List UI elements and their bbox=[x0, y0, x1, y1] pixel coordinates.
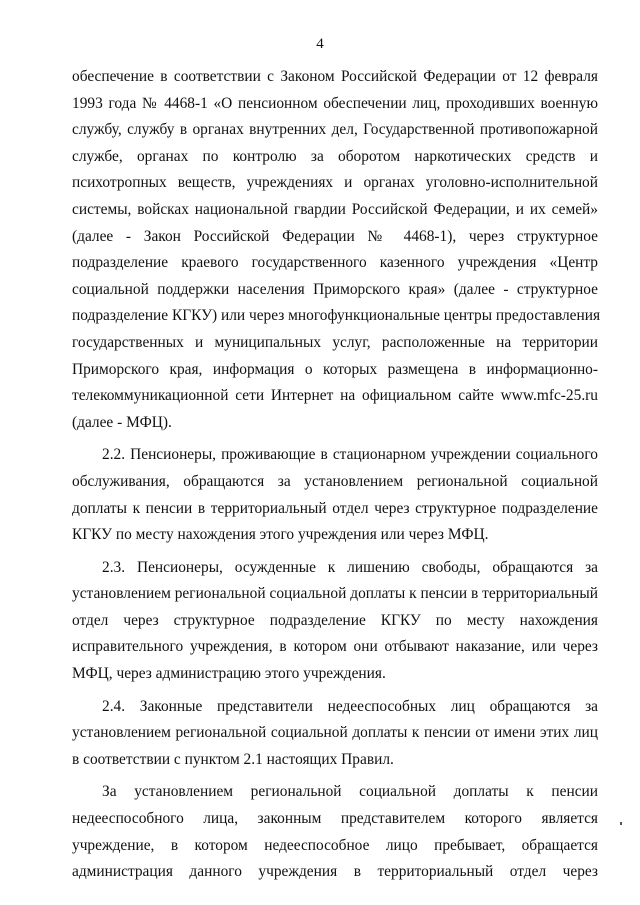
page-number: 4 bbox=[316, 36, 324, 52]
text-line: телекоммуникационной сети Интернет на официальном сайте www.mfc-25.ru bbox=[72, 387, 598, 405]
text-line: КГКУ по месту нахождения этого учреждения или через МФЦ. bbox=[72, 526, 489, 544]
text-line: установлением региональной социальной доплаты к пенсии в территориальный bbox=[72, 585, 598, 603]
text-line: (далее - Закон Российской Федерации № 4468-1), через структурное bbox=[72, 227, 598, 245]
text-line: системы, войсках национальной гвардии Российской Федерации, и их семей» bbox=[72, 200, 598, 218]
paragraph-p0 bbox=[72, 64, 601, 436]
text-line: подразделение КГКУ) или через многофункциональные центры предоставления bbox=[72, 307, 601, 325]
text-line: учреждение, в котором недееспособное лицо пребывает, обращается bbox=[72, 836, 598, 854]
text-line: социальной поддержки населения Приморского края» (далее - структурное bbox=[72, 280, 598, 298]
text-line: За установлением региональной социальной доплаты к пенсии bbox=[102, 783, 598, 801]
text-line: в соответствии с пунктом 2.1 настоящих Правил. bbox=[72, 750, 394, 768]
text-line: 2.3. Пенсионеры, осужденные к лишению свободы, обращаются за bbox=[102, 558, 598, 576]
text-line: обеспечение в соответствии с Законом Российской Федерации от 12 февраля bbox=[72, 68, 598, 85]
text-line: МФЦ, через администрацию этого учреждения. bbox=[72, 665, 386, 683]
paragraph-p3 bbox=[72, 694, 598, 774]
text-line: государственных и муниципальных услуг, расположенные на территории bbox=[72, 333, 598, 351]
text-line: недееспособного лица, законным представителем которого является bbox=[72, 810, 598, 828]
document-body bbox=[72, 64, 601, 892]
text-line: установлением региональной социальной доплаты к пенсии от имени этих лиц bbox=[72, 724, 598, 742]
text-line: администрация данного учреждения в территориальный отдел через bbox=[72, 863, 598, 881]
text-line: службе, органах по контролю за оборотом наркотических средств и bbox=[72, 147, 598, 165]
scan-mark bbox=[620, 822, 622, 825]
text-line: 1993 года № 4468-1 «О пенсионном обеспечении лиц, проходивших военную bbox=[72, 94, 598, 112]
paragraph-p1 bbox=[72, 442, 598, 548]
text-line: подразделение краевого государственного казенного учреждения «Центр bbox=[72, 254, 598, 272]
paragraph-p4 bbox=[72, 779, 598, 885]
text-line: 2.4. Законные представители недееспособных лиц обращаются за bbox=[102, 697, 598, 715]
text-line: доплаты к пенсии в территориальный отдел через структурное подразделение bbox=[72, 499, 598, 517]
text-line: психотропных веществ, учреждениях и органах уголовно-исполнительной bbox=[72, 174, 598, 192]
text-line: исправительного учреждения, в котором они отбывают наказание, или через bbox=[72, 638, 598, 656]
text-line: отдел через структурное подразделение КГКУ по месту нахождения bbox=[72, 611, 598, 629]
paragraph-p2 bbox=[72, 555, 598, 688]
text-line: службу, службу в органах внутренних дел, Государственной противопожарной bbox=[72, 121, 598, 139]
text-line: обслуживания, обращаются за установлением региональной социальной bbox=[72, 472, 598, 490]
text-line: Приморского края, информация о которых размещена в информационно- bbox=[72, 360, 598, 378]
text-line: 2.2. Пенсионеры, проживающие в стационарном учреждении социального bbox=[102, 446, 598, 464]
text-line: (далее - МФЦ). bbox=[72, 413, 172, 431]
